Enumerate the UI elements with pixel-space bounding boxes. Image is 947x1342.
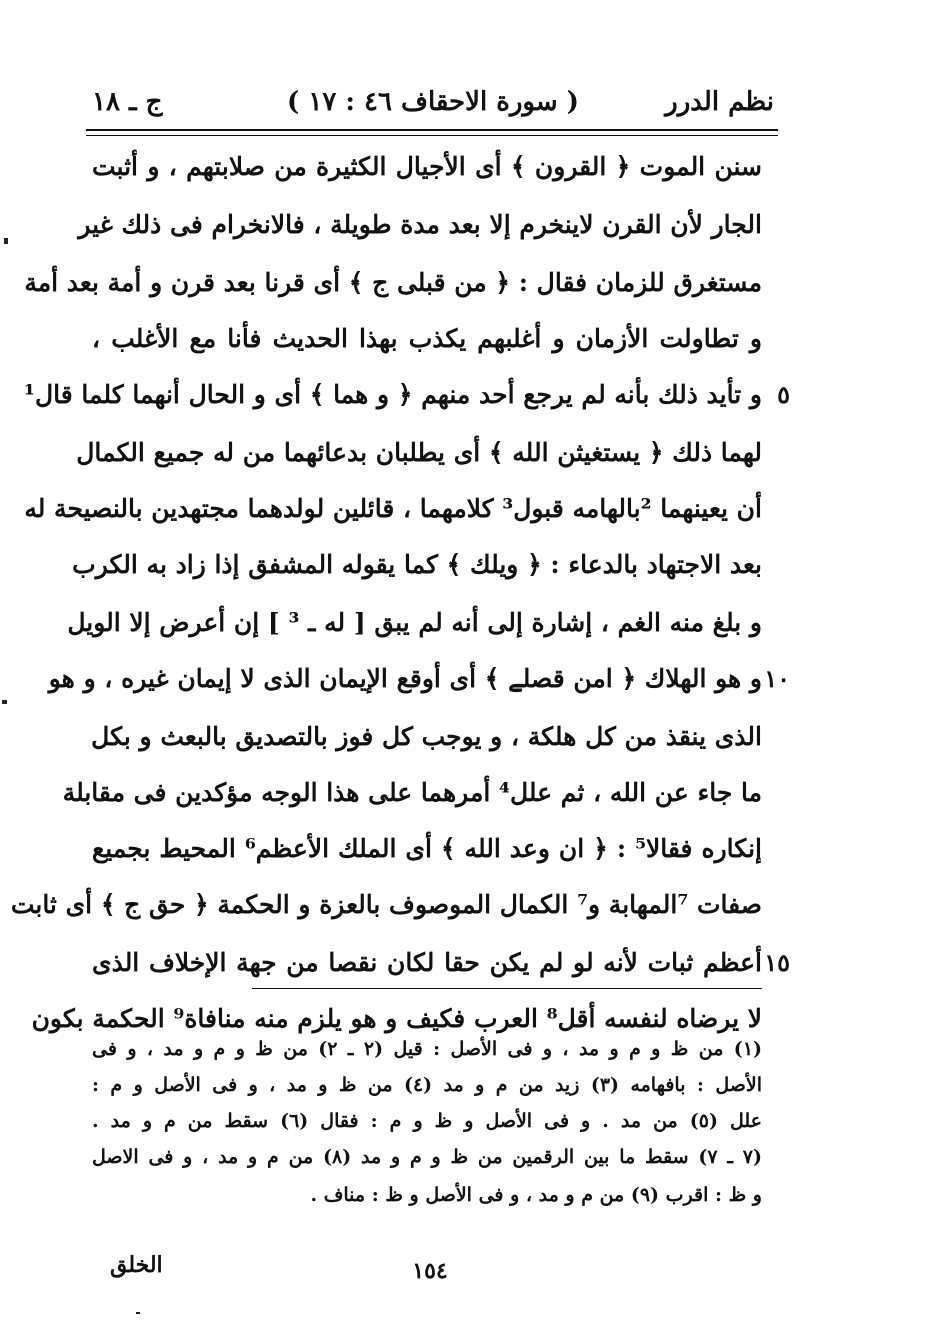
catchword: الخلق [110, 1252, 163, 1278]
text-line: و تأيد ذلك بأنه لم يرجع أحد منهم ﴿ و هما ﴾ أى و الحال أنهما كلما قال¹ [24, 380, 762, 409]
page-number: ١٥٤ [412, 1258, 448, 1284]
book-title: نظم الدرر [665, 87, 774, 117]
text-line: صفات ⁷المهابة و⁷ الكمال الموصوف بالعزة و الحكمة ﴿ حق ج ﴾ أى ثابت [10, 890, 762, 919]
running-header [92, 82, 774, 122]
text-line: لا يرضاه لنفسه أقل⁸ العرب فكيف و هو يلزم منه منافاة⁹ الحكمة بكون [31, 1004, 762, 1033]
surah-reference: ( سورة الاحقاف ٤٦ : ١٧ ) [287, 87, 579, 117]
text-line: لهما ذلك ﴿ يستغيثن الله ﴾ أى يطلبان بدعائهما من له جميع الكمال [76, 438, 762, 467]
text-line: الجار لأن القرن لاينخرم إلا بعد مدة طويلة ، فالانخرام فى ذلك غير [78, 210, 762, 239]
scan-speck [136, 1312, 140, 1314]
scan-speck [4, 238, 8, 244]
volume-number: ج ـ ١٨ [92, 87, 163, 117]
line-number: ١٠ [764, 664, 790, 693]
text-line: بعد الاجتهاد بالدعاء : ﴿ ويلك ﴾ كما يقوله المشفق إذا زاد به الكرب [72, 550, 762, 579]
text-line: ما جاء عن الله ، ثم علل⁴ أمرهما على هذا الوجه مؤكدين فى مقابلة [62, 778, 762, 807]
footnote-line: (٧ ـ ٧) سقط ما بين الرقمين من ظ و م و مد (٨) من م و مد ، و فى الاصل [92, 1146, 762, 1168]
text-line: أن يعينهما ²بالهامه قبول³ كلامهما ، قائلين لولدهما مجتهدين بالنصيحة له [24, 494, 762, 523]
text-line: و هو الهلاك ﴿ امن قصلے ﴾ أى أوقع الإيمان الذى لا إيمان غيره ، و هو [48, 664, 762, 693]
line-number: ١٥ [764, 948, 790, 977]
header-rule-thin [86, 135, 778, 136]
footnote-line: (١) من ظ و م و مد ، و فى الأصل : قيل (٢ ـ ٢) من ظ و م و مد ، و فى [92, 1038, 763, 1060]
line-number: ٥ [777, 380, 790, 409]
text-line: إنكاره فقالا⁵ : ﴿ ان وعد الله ﴾ أى الملك الأعظم⁶ المحيط بجميع [92, 834, 762, 863]
text-line: سنن الموت ﴿ القرون ﴾ أى الأجيال الكثيرة من صلابتهم ، و أثبت [92, 152, 762, 181]
header-rule-thick [86, 129, 778, 131]
text-line: الذى ينقذ من كل هلكة ، و يوجب كل فوز بالتصديق بالبعث و بكل [91, 722, 762, 751]
text-line: و بلغ منه الغم ، إشارة إلى أنه لم يبق [ له ـ ³ ] إن أعرض إلا الويل [67, 608, 762, 637]
footnote-line: الأصل : بافهامه (٣) زيد من م و مد (٤) من ظ و مد ، و فى الأصل و م : [92, 1074, 762, 1096]
footnote-line: علل (٥) من مد . و فى الأصل و ظ و م : فقال (٦) سقط من م و مد . [92, 1110, 762, 1132]
scan-speck [2, 700, 7, 704]
footnote-line: و ظ : اقرب (٩) من م و مد ، و فى الأصل و ظ : مناف . [310, 1184, 762, 1206]
text-line: أعظم ثبات لأنه لو لم يكن حقا لكان نقصا من جهة الإخلاف الذى [92, 948, 762, 977]
footnote-rule [252, 988, 762, 989]
text-line: مستغرق للزمان فقال : ﴿ من قبلى ج ﴾ أى قرنا بعد قرن و أمة بعد أمة [24, 268, 762, 297]
text-line: و تطاولت الأزمان و أغلبهم يكذب بهذا الحديث فأنا مع الأغلب ، [92, 324, 762, 353]
